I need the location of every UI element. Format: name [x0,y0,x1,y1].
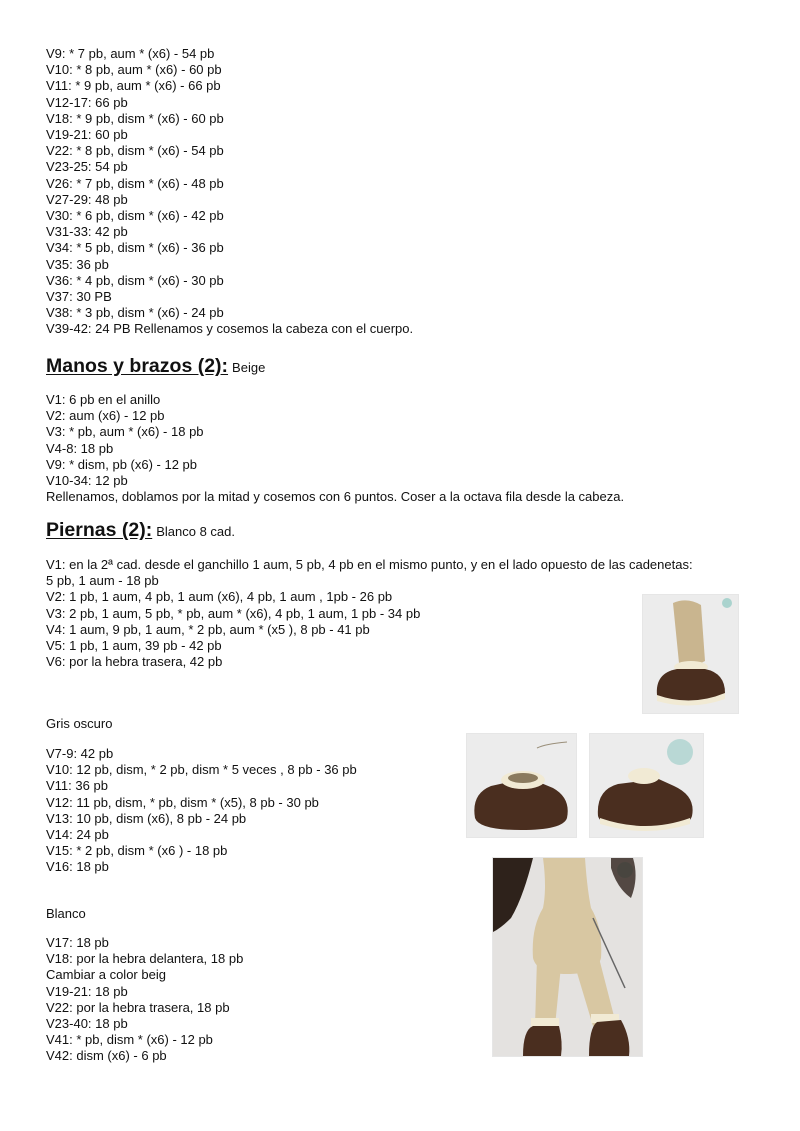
list-item: V42: dism (x6) - 6 pb [46,1048,167,1064]
list-item: V23-25: 54 pb [46,159,128,175]
legs-title: Piernas (2): [46,519,153,541]
list-item: V26: * 7 pb, dism * (x6) - 48 pb [46,175,224,191]
list-item: V37: 30 PB [46,289,112,305]
list-item: V36: * 4 pb, dism * (x6) - 30 pb [46,272,224,288]
list-item: V27-29: 48 pb [46,191,128,207]
arms-color-note: Beige [232,360,266,375]
list-item: V9: * dism, pb (x6) - 12 pb [46,456,198,472]
list-item: V38: * 3 pb, dism * (x6) - 24 pb [46,305,224,321]
list-item: V35: 36 pb [46,256,109,272]
list-item: V5: 1 pb, 1 aum, 39 pb - 42 pb [46,638,222,654]
list-item: V22: * 8 pb, dism * (x6) - 54 pb [46,143,224,159]
legs-color-note: Blanco 8 cad. [156,524,235,539]
list-item: V1: 6 pb en el anillo [46,392,161,407]
list-item: V14: 24 pb [46,827,109,843]
list-item: V15: * 2 pb, dism * (x6 ) - 18 pb [46,843,228,859]
list-item: V23-40: 18 pb [46,1016,128,1032]
list-item: V19-21: 18 pb [46,983,128,999]
arms-section-heading [46,355,265,378]
list-item: V1: en la 2ª cad. desde el ganchillo 1 aum, 5 pb, 4 pb en el mismo punto, y en el lado opuesto de las cadenetas: [46,557,693,572]
doll-legs-photo [492,857,643,1057]
legs-rounds-list [46,557,693,670]
white-color-label: Blanco [46,906,86,921]
grey-color-label: Gris oscuro [46,716,113,731]
list-item: V3: 2 pb, 1 aum, 5 pb, * pb, aum * (x6), 4 pb, 1 aum, 1 pb - 34 pb [46,605,421,621]
list-item: V11: 36 pb [46,778,108,794]
list-item: V3: * pb, aum * (x6) - 18 pb [46,424,204,440]
grey-rounds-list [46,746,357,876]
leg-boot-photo [642,594,739,714]
list-item: V13: 10 pb, dism (x6), 8 pb - 24 pb [46,810,247,826]
list-item: Rellenamos, doblamos por la mitad y cosemos con 6 puntos. Coser a la octava fila desde la cabeza. [46,489,625,505]
list-item: V10: 12 pb, dism, * 2 pb, dism * 5 veces , 8 pb - 36 pb [46,762,357,778]
head-rounds-list [46,46,413,338]
list-item: V39-42: 24 PB Rellenamos y cosemos la cabeza con el cuerpo. [46,321,414,337]
list-item: V2: 1 pb, 1 aum, 4 pb, 1 aum (x6), 4 pb, 1 aum , 1pb - 26 pb [46,589,393,605]
list-item: V17: 18 pb [46,935,109,950]
legs-section-heading [46,519,235,542]
list-item: V18: por la hebra delantera, 18 pb [46,951,244,967]
list-item: V6: por la hebra trasera, 42 pb [46,654,223,670]
list-item: V30: * 6 pb, dism * (x6) - 42 pb [46,208,224,224]
list-item: V41: * pb, dism * (x6) - 12 pb [46,1032,213,1048]
crochet-leg-image [643,595,738,713]
list-item: 5 pb, 1 aum - 18 pb [46,573,159,589]
list-item: V10: * 8 pb, aum * (x6) - 60 pb [46,62,222,78]
list-item: V10-34: 12 pb [46,473,128,489]
list-item: V31-33: 42 pb [46,224,128,240]
list-item: V4-8: 18 pb [46,440,114,456]
arms-rounds-list [46,392,624,505]
list-item: V9: * 7 pb, aum * (x6) - 54 pb [46,46,215,61]
list-item: Cambiar a color beig [46,967,166,983]
list-item: V2: aum (x6) - 12 pb [46,408,165,424]
crochet-doll-image [493,858,642,1056]
list-item: V19-21: 60 pb [46,127,128,143]
list-item: V4: 1 aum, 9 pb, 1 aum, * 2 pb, aum * (x5 ), 8 pb - 41 pb [46,621,370,637]
crochet-boot-image [467,734,576,837]
list-item: V22: por la hebra trasera, 18 pb [46,999,230,1015]
boot-closed-photo [589,733,704,838]
white-rounds-list [46,935,243,1065]
boot-open-photo [466,733,577,838]
list-item: V34: * 5 pb, dism * (x6) - 36 pb [46,240,224,256]
list-item: V12: 11 pb, dism, * pb, dism * (x5), 8 pb - 30 pb [46,794,319,810]
list-item: V7-9: 42 pb [46,746,114,761]
list-item: V16: 18 pb [46,859,109,875]
list-item: V12-17: 66 pb [46,94,128,110]
crochet-boot-image [590,734,703,837]
list-item: V11: * 9 pb, aum * (x6) - 66 pb [46,78,221,94]
arms-title: Manos y brazos (2): [46,355,229,377]
list-item: V18: * 9 pb, dism * (x6) - 60 pb [46,110,224,126]
